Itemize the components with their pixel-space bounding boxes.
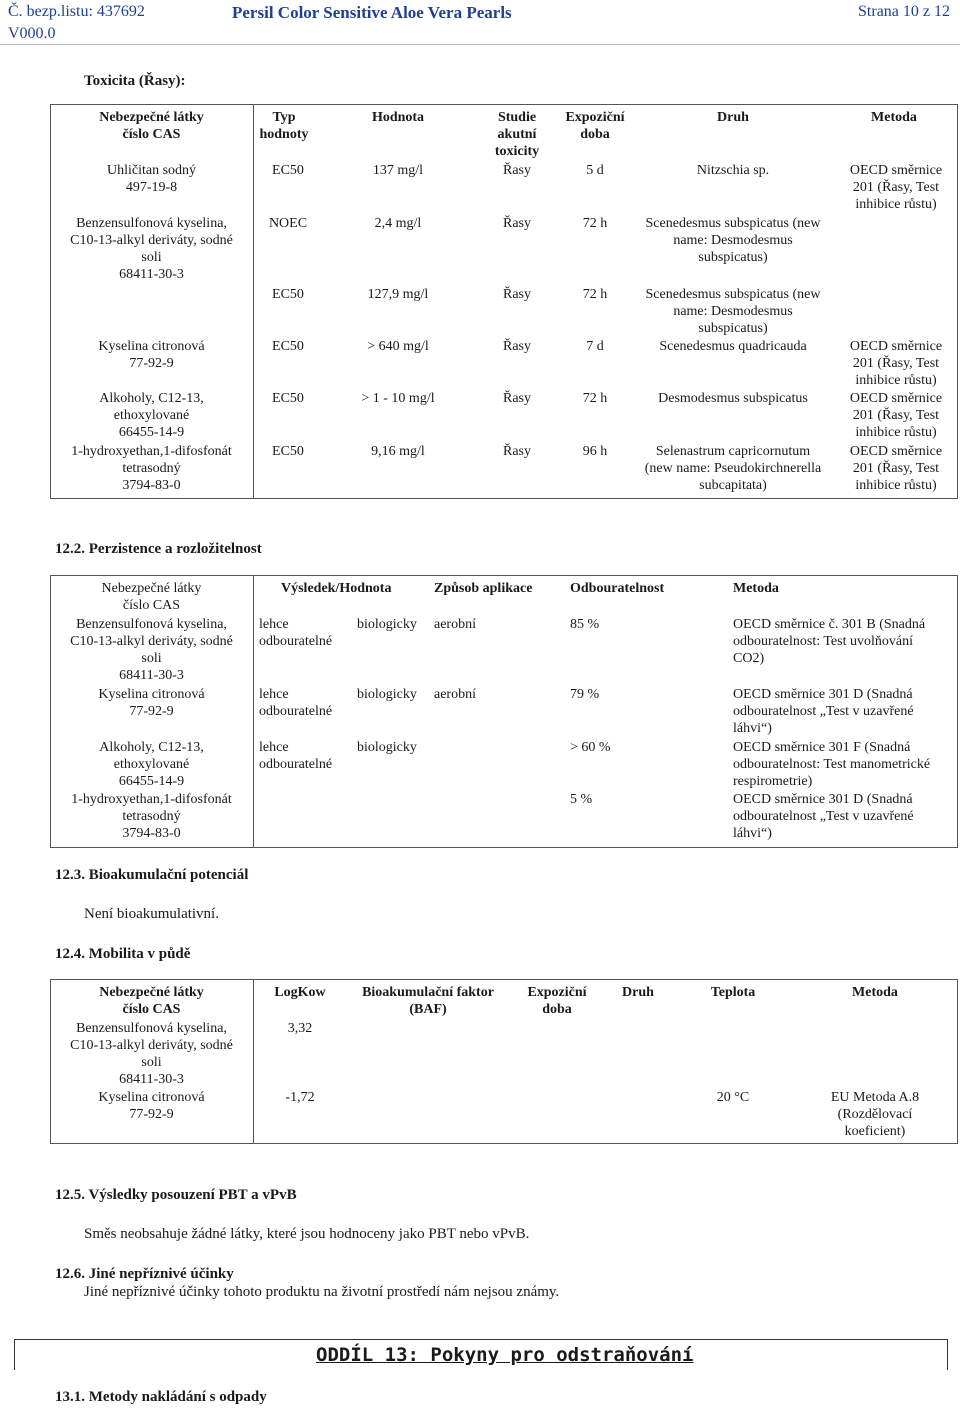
pbt-text: Směs neobsahuje žádné látky, které jsou hodnoceny jako PBT nebo vPvB.	[84, 1226, 530, 1242]
pbt-heading: 12.5. Výsledky posouzení PBT a vPvB	[55, 1187, 297, 1203]
type-value: NOEC	[268, 216, 308, 231]
value-cell: 2,4 mg/l	[374, 216, 422, 231]
method-cell: OECD směrnice 301 D (Snadná odbouratelnost „Test v uzavřené láhvi“)	[733, 792, 914, 841]
method-cell: OECD směrnice 201 (Řasy, Test inhibice růstu)	[849, 339, 943, 388]
value-cell: 127,9 mg/l	[367, 287, 429, 302]
other-effects-text: Jiné nepříznivé účinky tohoto produktu na životní prostředí nám nejsou známy.	[84, 1284, 560, 1300]
method-cell: OECD směrnice 201 (Řasy, Test inhibice růstu)	[849, 391, 943, 440]
col-header-substance: Nebezpečné látky číslo CAS	[101, 581, 202, 613]
table-divider	[253, 104, 254, 498]
substance-name: Benzensulfonová kyselina, C10-13-alkyl deriváty, sodné soli 68411-30-3	[70, 617, 233, 683]
result-cell: lehce	[259, 617, 289, 632]
col-header-type: Typ hodnoty	[259, 110, 309, 142]
degradability-cell: 85 %	[570, 617, 600, 632]
header-divider	[0, 44, 960, 45]
col-header-value: Hodnota	[371, 110, 425, 125]
result-cell: biologicky	[357, 617, 417, 632]
col-header-method: Metoda	[733, 581, 779, 596]
col-header-result: Výsledek/Hodnota	[281, 581, 392, 596]
table-divider	[253, 979, 254, 1143]
bioaccumulation-heading: 12.3. Bioakumulační potenciál	[55, 867, 249, 883]
study-cell: Řasy	[503, 444, 531, 459]
method-cell: OECD směrnice 301 D (Snadná odbouratelnost „Test v uzavřené láhvi“)	[733, 687, 914, 736]
toxicity-heading: Toxicita (Řasy):	[84, 73, 186, 89]
col-header-logkow: LogKow	[274, 985, 326, 1000]
other-effects-heading: 12.6. Jiné nepříznivé účinky	[55, 1266, 234, 1282]
sheet-number: Č. bezp.listu: 437692	[8, 3, 145, 20]
result-cell: lehce	[259, 740, 289, 755]
temperature-cell: 20 °C	[716, 1090, 750, 1105]
mobility-heading: 12.4. Mobilita v půdě	[55, 946, 191, 962]
study-cell: Řasy	[503, 216, 531, 231]
type-value: EC50	[272, 444, 304, 459]
substance-name: Kyselina citronová 77-92-9	[98, 339, 205, 371]
species-cell: Desmodesmus subspicatus	[658, 391, 808, 406]
substance-name: 1-hydroxyethan,1-difosfonát tetrasodný 3794-83-0	[71, 444, 232, 493]
result-cell: biologicky	[357, 687, 417, 702]
col-header-exposure: Expoziční doba	[527, 985, 587, 1017]
persistence-heading: 12.2. Perzistence a rozložitelnost	[55, 541, 262, 557]
col-header-method: Metoda	[871, 110, 917, 125]
type-value: EC50	[272, 391, 304, 406]
col-header-method: Metoda	[852, 985, 898, 1000]
method-cell: EU Metoda A.8 (Rozdělovací koeficient)	[830, 1090, 920, 1139]
application-cell: aerobní	[434, 617, 476, 632]
application-cell: aerobní	[434, 687, 476, 702]
method-cell: OECD směrnice 201 (Řasy, Test inhibice růstu)	[849, 163, 943, 212]
species-cell: Scenedesmus quadricauda	[659, 339, 807, 354]
method-cell: OECD směrnice č. 301 B (Snadná odbouratelnost: Test uvolňování CO2)	[733, 617, 926, 666]
exposure-cell: 5 d	[586, 163, 604, 178]
section-13-title: ODDÍL 13: Pokyny pro odstraňování	[316, 1344, 694, 1366]
col-header-application: Způsob aplikace	[434, 581, 533, 596]
type-value: EC50	[272, 287, 304, 302]
species-cell: Scenedesmus subspicatus (new name: Desmodesmus subspicatus)	[645, 216, 821, 265]
logkow-cell: -1,72	[285, 1090, 315, 1105]
result-cell: odbouratelné	[259, 704, 333, 719]
species-cell: Selenastrum capricornutum (new name: Pseudokirchnerella subcapitata)	[644, 444, 822, 493]
exposure-cell: 72 h	[582, 391, 608, 406]
result-cell: biologicky	[357, 740, 417, 755]
exposure-cell: 96 h	[582, 444, 608, 459]
col-header-substance: Nebezpečné látky číslo CAS	[99, 985, 204, 1017]
substance-name: Benzensulfonová kyselina, C10-13-alkyl deriváty, sodné soli 68411-30-3	[70, 1021, 233, 1087]
substance-name: Benzensulfonová kyselina, C10-13-alkyl deriváty, sodné soli 68411-30-3	[70, 216, 233, 282]
result-cell: odbouratelné	[259, 757, 333, 772]
method-cell: OECD směrnice 301 F (Snadná odbouratelnost: Test manometrické respirometrie)	[733, 740, 931, 789]
degradability-cell: 79 %	[570, 687, 600, 702]
page-number: Strana 10 z 12	[858, 3, 950, 20]
product-name: Persil Color Sensitive Aloe Vera Pearls	[232, 3, 512, 22]
bioaccumulation-text: Není bioakumulativní.	[84, 906, 219, 922]
substance-name: Uhličitan sodný 497-19-8	[106, 163, 197, 195]
col-header-species: Druh	[622, 985, 654, 1000]
result-cell: odbouratelné	[259, 634, 333, 649]
study-cell: Řasy	[503, 339, 531, 354]
exposure-cell: 7 d	[586, 339, 604, 354]
substance-name: 1-hydroxyethan,1-difosfonát tetrasodný 3794-83-0	[71, 792, 232, 841]
col-header-baf: Bioakumulační faktor (BAF)	[362, 985, 494, 1017]
degradability-cell: > 60 %	[570, 740, 611, 755]
col-header-degradability: Odbouratelnost	[570, 581, 665, 596]
value-cell: 137 mg/l	[372, 163, 424, 178]
substance-name: Alkoholy, C12-13, ethoxylované 66455-14-9	[99, 740, 204, 789]
value-cell: 9,16 mg/l	[371, 444, 425, 459]
substance-name: Kyselina citronová 77-92-9	[98, 1090, 205, 1122]
study-cell: Řasy	[503, 287, 531, 302]
result-cell: lehce	[259, 687, 289, 702]
exposure-cell: 72 h	[582, 287, 608, 302]
type-value: EC50	[272, 339, 304, 354]
value-cell: > 1 - 10 mg/l	[361, 391, 435, 406]
species-cell: Nitzschia sp.	[696, 163, 770, 178]
col-header-exposure: Expoziční doba	[565, 110, 625, 142]
logkow-cell: 3,32	[287, 1021, 313, 1036]
substance-name: Alkoholy, C12-13, ethoxylované 66455-14-9	[99, 391, 204, 440]
degradability-cell: 5 %	[570, 792, 593, 807]
section-13-1-heading: 13.1. Metody nakládání s odpady	[55, 1389, 267, 1405]
version: V000.0	[8, 25, 56, 42]
col-header-study: Studie akutní toxicity	[494, 110, 540, 159]
col-header-species: Druh	[717, 110, 749, 125]
col-header-temperature: Teplota	[710, 985, 756, 1000]
exposure-cell: 72 h	[582, 216, 608, 231]
study-cell: Řasy	[503, 163, 531, 178]
table-divider	[253, 575, 254, 847]
value-cell: > 640 mg/l	[367, 339, 429, 354]
method-cell: OECD směrnice 201 (Řasy, Test inhibice růstu)	[849, 444, 943, 493]
type-value: EC50	[272, 163, 304, 178]
substance-name: Kyselina citronová 77-92-9	[98, 687, 205, 719]
col-header-substance: Nebezpečné látky číslo CAS	[99, 110, 204, 142]
species-cell: Scenedesmus subspicatus (new name: Desmodesmus subspicatus)	[645, 287, 821, 336]
study-cell: Řasy	[503, 391, 531, 406]
